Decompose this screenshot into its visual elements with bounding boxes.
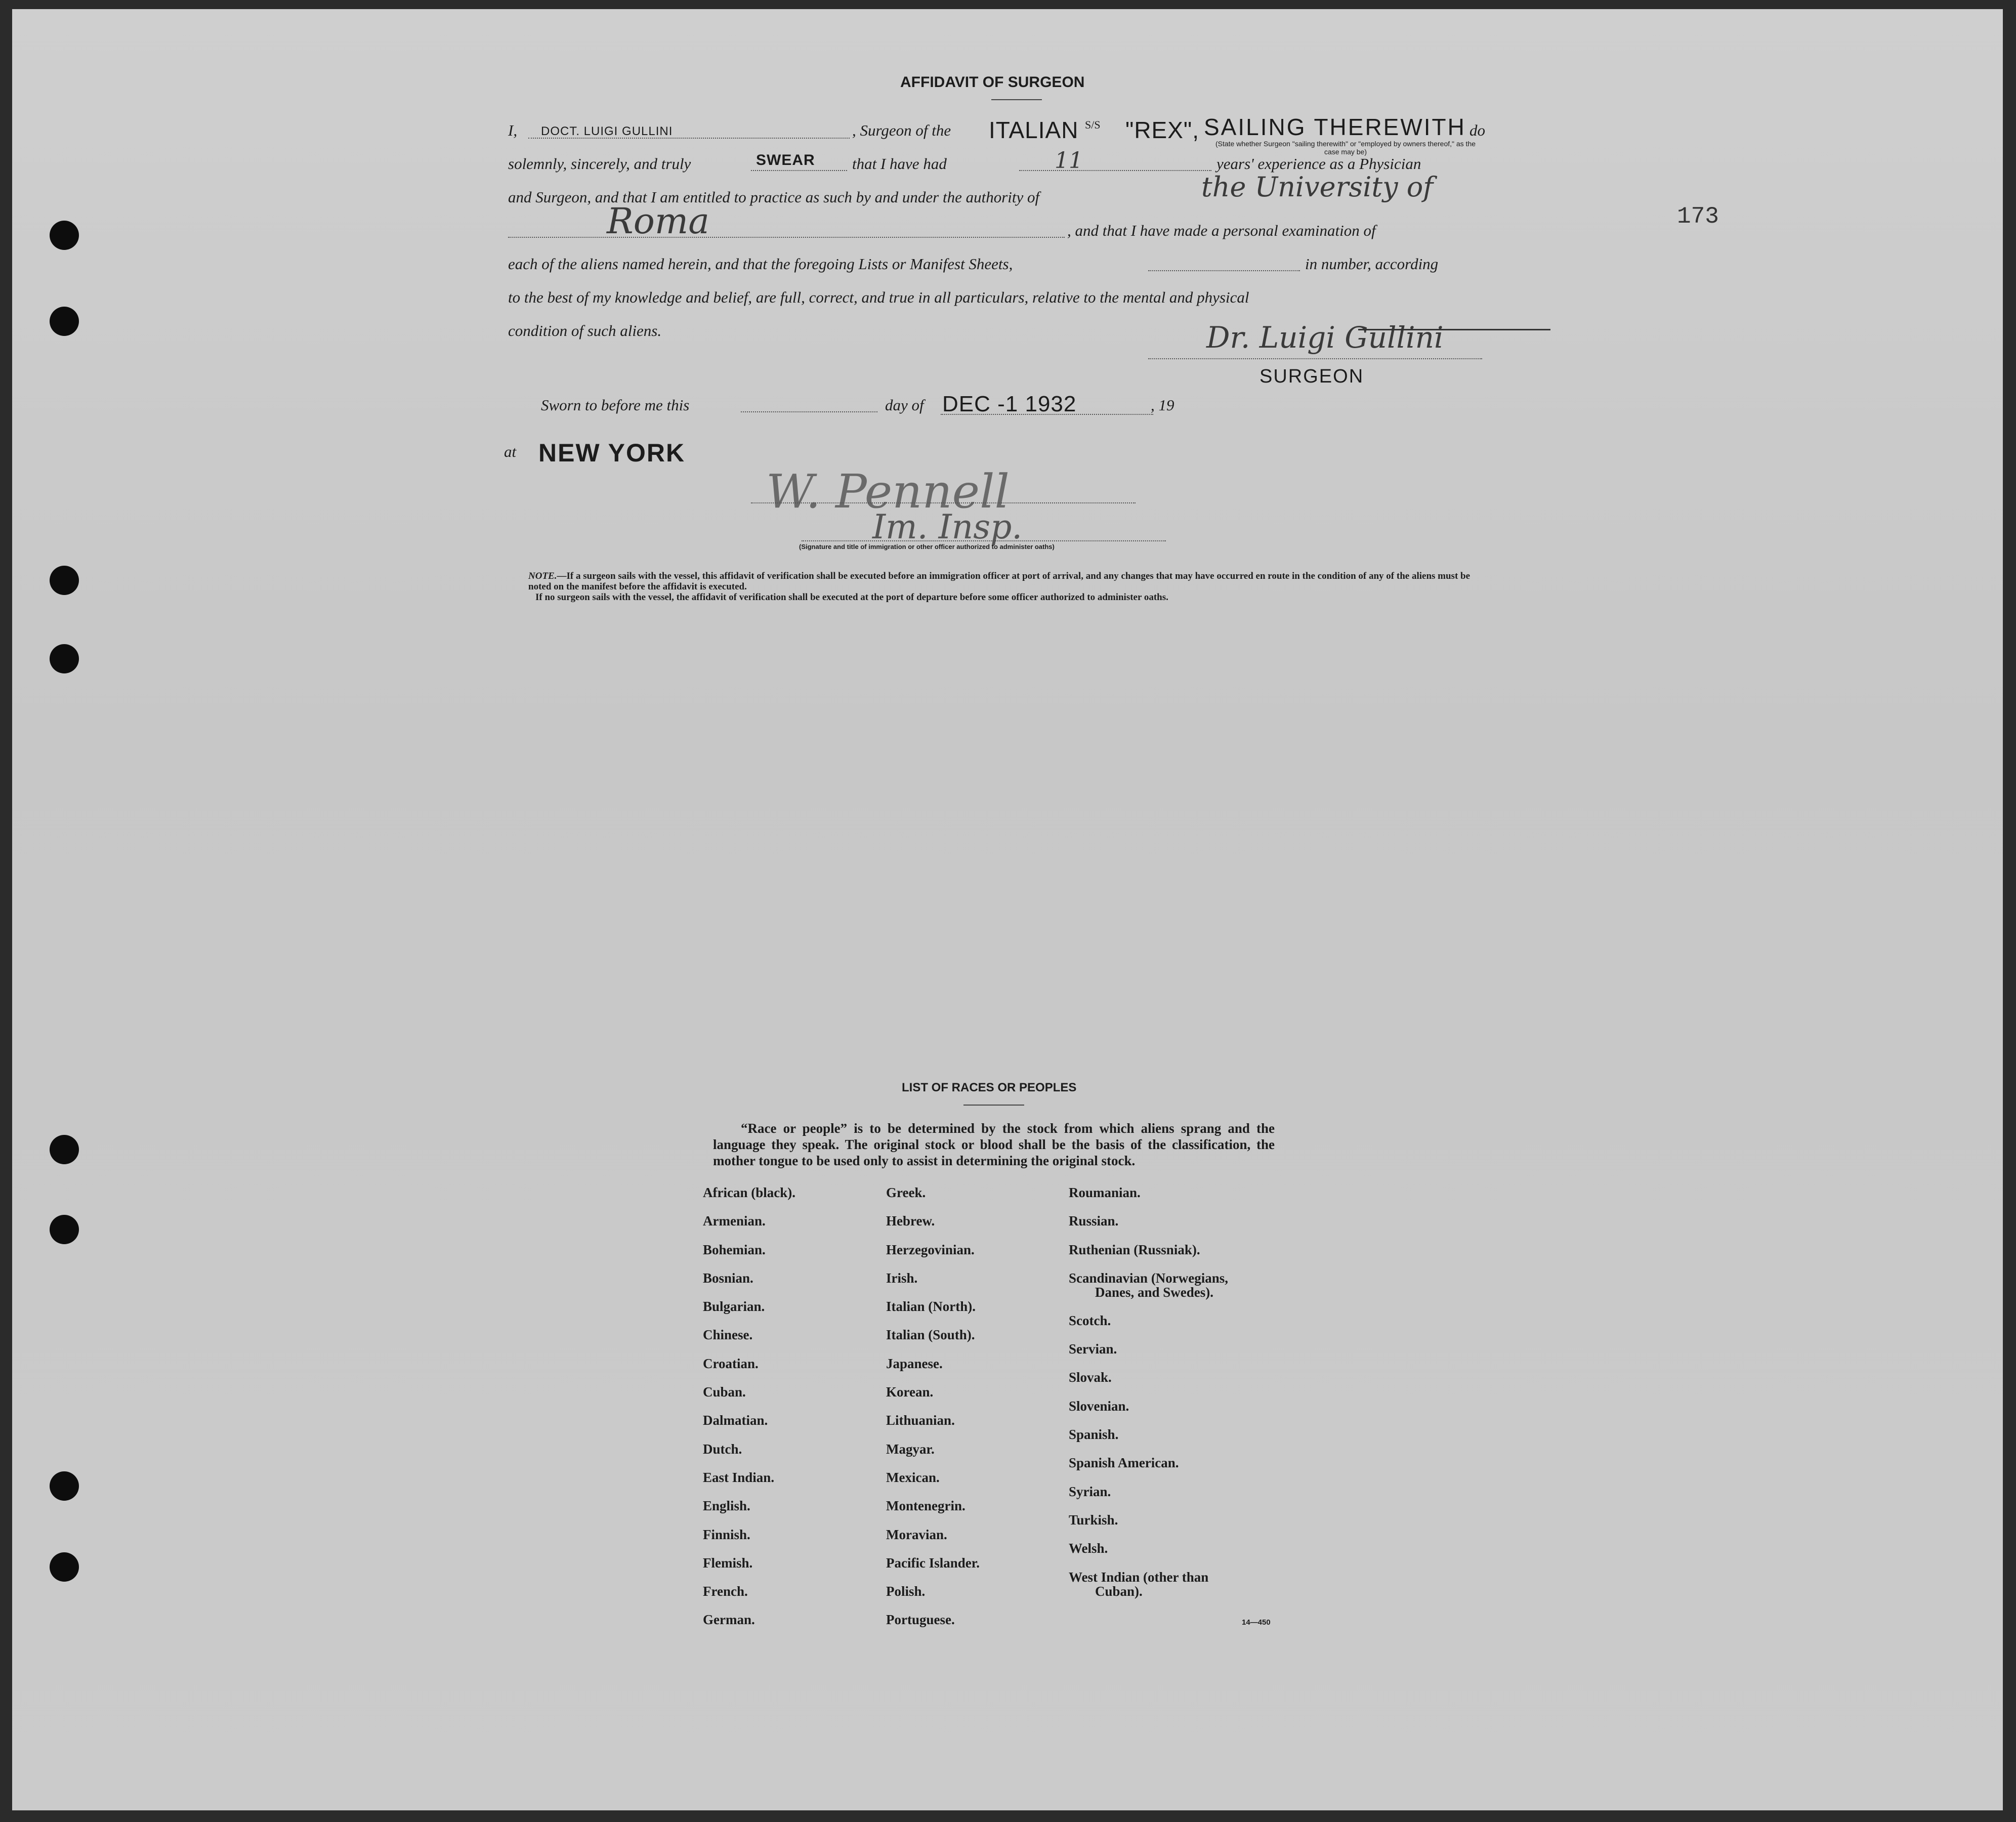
surgeon-name: DOCT. LUIGI GULLINI (541, 124, 673, 138)
ship-name: "REX", (1125, 117, 1200, 143)
sworn-line: Sworn to before me this (541, 396, 690, 414)
race-item: Turkish. (1069, 1512, 1118, 1528)
years-experience: 11 (1055, 148, 1083, 174)
binder-hole (50, 1135, 79, 1164)
race-item: Syrian. (1069, 1484, 1111, 1499)
race-item: Bulgarian. (703, 1299, 765, 1315)
manifest-page: 173 AFFIDAVIT OF SURGEON I, DOCT. LUIGI GULLINI , Surgeon of the ITALIAN S/S "REX", SAILING THEREWITH do (State whether Surgeon "sailing therewith" or "employed by owners thereof," as the case may be) solemnly, sincerely, and truly SWEAR that I have had 11 years' experience as a Physician and Surgeon, and that I am entitled to practice as such by and under the authority of the University of Roma , and that I have made a personal examination of each of the aliens named herein, and that the foregoing Lists or Manifest Sheets, in number, according to the best of my knowledge and belief, are full, correct, and true in all particulars, relative to the mental and physical condition of such aliens. Dr. Luigi Gullini SURGEON Sworn to before me this day of DEC -1 1932 , 19 at NEW YORK W. Pennell Im. Insp. (Signature and title of immigration or other officer authorized to administer oaths) NOTE.—If a surgeon sails with the vessel, this affidavit of verification shall be executed before an immigration officer at port of arrival, and any changes that may have occurred en route in the condition of any of the aliens must be noted on the manifest before the affidavit is executed. If no surgeon sails with the vessel, the affidavit of verification shall be executed at the port of departure before some officer authorized to administer oaths. LIST OF RACES OR PEOPLES “Race or people” is to be determined by the stock from which aliens sprang and the language they speak. The original stock or blood shall be the basis of the classification, the mother tongue to be used only to assist in determining the original stock. African (black). Armenian. Bohemian. Bosnian. Bulgarian. Chinese. Croatian. Cuban. Dalmatian. Dutch. East Indian. English. Finnish. Flemish. French. German. Greek. Hebrew. Herzegovinian. Irish. Italian (North). Italian (South). Japanese. Korean. Lithuanian. Magyar. Mexican. Montenegrin. Moravian. Pacific Islander. Polish. Portuguese. Roumanian. Russian. Ruthenian (Russniak). Scandinavian (Norwegians, Danes, and Swedes). Scotch. Servian. Slovak. Slovenian. Spanish. Spanish American. Syrian. Turkish. Welsh. West Indian (other than Cuban). 14—450 (12, 9, 2003, 1810)
race-item: Ruthenian (Russniak). (1069, 1242, 1200, 1257)
ship-nationality: ITALIAN (989, 117, 1079, 143)
affidavit-note: NOTE.—If a surgeon sails with the vessel, this affidavit of verification shall be executed before an immigration officer at port of arrival, and any changes that may have occurred en route in the condition of any of the aliens must be noted on the manifest before the affidavit is executed. If no surgeon sails with the vessel, the affidavit of verification shall be executed at the port of departure before some officer authorized to administer oaths. (528, 571, 1471, 603)
race-item: Greek. (886, 1185, 926, 1200)
affidavit-line-3: and Surgeon, and that I am entitled to practice as such by and under the authority of (508, 188, 1040, 206)
race-item: English. (703, 1498, 750, 1514)
races-column-3 (1069, 1185, 1228, 1613)
race-item: Spanish. (1069, 1427, 1119, 1443)
races-title: LIST OF RACES OR PEOPLES (902, 1081, 1077, 1094)
races-column-1 (703, 1185, 795, 1641)
oath-type: SWEAR (756, 152, 815, 168)
title-rule (963, 1105, 1024, 1106)
title-rule (991, 99, 1042, 100)
signature-caption: (Signature and title of immigration or other officer authorized to administer oaths) (799, 543, 1055, 550)
affidavit-title: AFFIDAVIT OF SURGEON (900, 74, 1085, 91)
race-item: Croatian. (703, 1355, 759, 1371)
race-item: Slovenian. (1069, 1398, 1129, 1414)
race-item: Portuguese. (886, 1612, 955, 1628)
state-whether-note: (State whether Surgeon "sailing therewith" or "employed by owners thereof," as the case may be) (1215, 140, 1476, 156)
race-item: Armenian. (703, 1213, 766, 1229)
affidavit-line-7: condition of such aliens. (508, 322, 662, 340)
race-item: East Indian. (703, 1469, 775, 1485)
race-item: Dalmatian. (703, 1413, 768, 1428)
binder-hole (50, 1215, 79, 1244)
race-item: Montenegrin. (886, 1498, 965, 1514)
surgeon-signature: Dr. Luigi Gullini (1206, 320, 1444, 355)
race-item: Cuban. (703, 1384, 746, 1400)
sworn-date: DEC -1 1932 (942, 392, 1077, 416)
form-number: 14—450 (1242, 1618, 1271, 1627)
affidavit-line-2: solemnly, sincerely, and truly (508, 155, 691, 173)
race-item: Chinese. (703, 1327, 753, 1343)
affidavit-line-6: to the best of my knowledge and belief, are full, correct, and true in all particulars, relative to the mental and physical (508, 288, 1249, 306)
binder-hole (50, 221, 79, 250)
affidavit-line-4: , and that I have made a personal examination of (1067, 222, 1376, 239)
ss-label: S/S (1085, 118, 1101, 131)
race-item: Lithuanian. (886, 1413, 955, 1428)
race-item: French. (703, 1584, 748, 1599)
race-item: Moravian. (886, 1527, 947, 1542)
race-item: Scandinavian (Norwegians, Danes, and Swedes). (1069, 1270, 1229, 1300)
race-item: Italian (North). (886, 1299, 976, 1315)
race-item: Irish. (886, 1270, 918, 1286)
at-label: at (504, 443, 517, 460)
race-item: Herzegovinian. (886, 1242, 975, 1257)
affidavit-line-5: each of the aliens named herein, and that the foregoing Lists or Manifest Sheets, (508, 255, 1013, 273)
race-item: Pacific Islander. (886, 1555, 980, 1571)
licensing-place: Roma (607, 200, 709, 242)
race-item: Scotch. (1069, 1312, 1111, 1328)
race-item: Mexican. (886, 1469, 940, 1485)
page-number: 173 (1677, 203, 1719, 230)
race-item: Bohemian. (703, 1242, 766, 1257)
race-item: Bosnian. (703, 1270, 753, 1286)
race-item: Dutch. (703, 1441, 742, 1457)
binder-hole (50, 307, 79, 336)
binder-hole (50, 1552, 79, 1582)
race-item: Spanish American. (1069, 1455, 1179, 1471)
binder-hole (50, 644, 79, 673)
licensing-authority: the University of (1201, 171, 1434, 203)
race-item: Polish. (886, 1584, 926, 1599)
race-item: Italian (South). (886, 1327, 975, 1343)
surgeon-label: SURGEON (1259, 366, 1364, 387)
race-item: Servian. (1069, 1341, 1117, 1357)
sworn-place: NEW YORK (538, 439, 686, 467)
sailing-status: SAILING THEREWITH (1204, 114, 1466, 140)
race-item: Flemish. (703, 1555, 753, 1571)
race-item: Japanese. (886, 1355, 943, 1371)
races-intro: “Race or people” is to be determined by the stock from which aliens sprang and the language they speak. The original stock or blood shall be the basis of the classification, the mother tongue to be used only to assist in determining the original stock. (713, 1121, 1275, 1168)
officer-signature: W. Pennell (766, 464, 1010, 519)
officer-title: Im. Insp. (872, 507, 1023, 546)
race-item: Hebrew. (886, 1213, 935, 1229)
race-item: Russian. (1069, 1213, 1119, 1229)
race-item: Slovak. (1069, 1370, 1112, 1385)
race-item: Magyar. (886, 1441, 935, 1457)
race-item: African (black). (703, 1185, 795, 1200)
binder-hole (50, 1471, 79, 1501)
race-item: German. (703, 1612, 755, 1628)
race-item: Finnish. (703, 1527, 750, 1542)
race-item: West Indian (other than Cuban). (1069, 1569, 1209, 1599)
race-item: Welsh. (1069, 1541, 1108, 1556)
binder-hole (50, 566, 79, 595)
affidavit-line-1: I, (508, 121, 518, 139)
race-item: Roumanian. (1069, 1185, 1141, 1200)
race-item: Korean. (886, 1384, 934, 1400)
races-column-2 (886, 1185, 980, 1641)
